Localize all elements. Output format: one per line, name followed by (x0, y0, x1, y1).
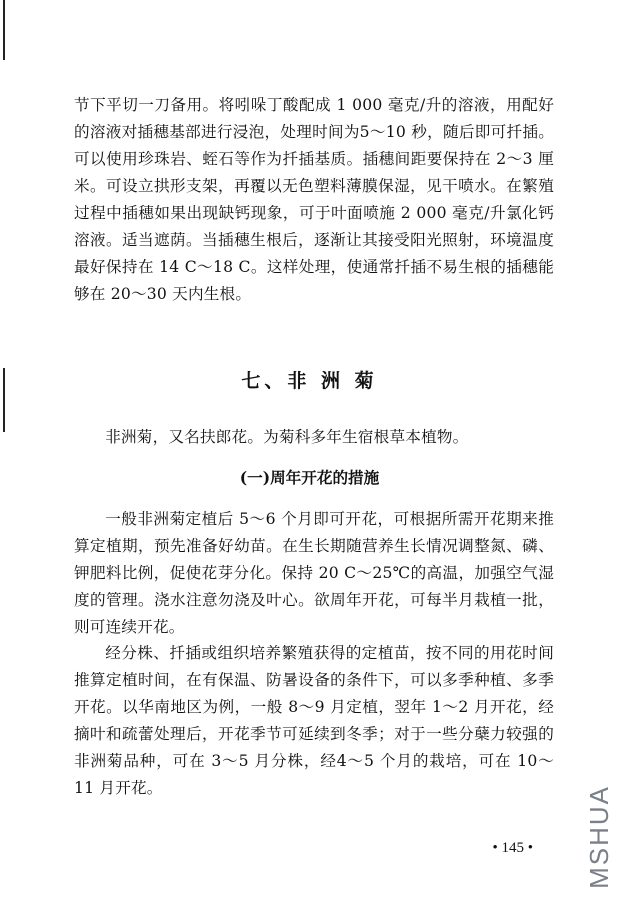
scan-edge-mark (3, 0, 5, 60)
watermark: MSHUA (584, 785, 614, 889)
page-number: • 145 • (492, 840, 533, 856)
intro-paragraph: 节下平切一刀备用。将吲哚丁酸配成 1 000 毫克/升的溶液，用配好的溶液对插穗基部进行浸泡，处理时间为5～10 秒，随后即可扦插。可以使用珍珠岩、蛭石等作为扦插基质。插穗间距要保持在 2～3 厘米。可设立拱形支架，再覆以无色塑料薄膜保湿，见干喷水。在繁殖过程中插穗如果出现缺钙现象，可于叶面喷施 2 000 毫克/升氯化钙溶液。适当遮荫。当插穗生根后，逐渐让其接受阳光照射，环境温度最好保持在 14 C～18 C。这样处理，使通常扦插不易生根的插穗能够在 20～30 天内生根。 (74, 96, 554, 303)
paragraph-2: 经分株、扦插或组织培养繁殖获得的定植苗，按不同的用花时间推算定植时间，在有保温、防暑设备的条件下，可以多季种植、多季开花。以华南地区为例，一般 8～9 月定植，翌年 1～2 月开花，经摘叶和疏蕾处理后，开花季节可延续到冬季；对于一些分蘖力较强的非洲菊品种，可在 3～5 月分株，经4～5 个月的栽培，可在 10～11 月开花。 (74, 644, 554, 797)
section-intro: 非洲菊，又名扶郎花。为菊科多年生宿根草本植物。 (105, 428, 469, 446)
subsection-title: (一)周年开花的措施 (239, 468, 380, 487)
section-title: 七、非 洲 菊 (241, 370, 378, 392)
paragraph-1: 一般非洲菊定植后 5～6 个月即可开花，可根据所需开花期来推算定植期，预先准备好幼苗。在生长期随营养生长情况调整氮、磷、钾肥料比例，促使花芽分化。保持 20 C～25℃的高温，加强空气湿度的管理。浇水注意勿浇及叶心。欲周年开花，可每半月栽植一批，则可连续开花。 (74, 510, 554, 636)
